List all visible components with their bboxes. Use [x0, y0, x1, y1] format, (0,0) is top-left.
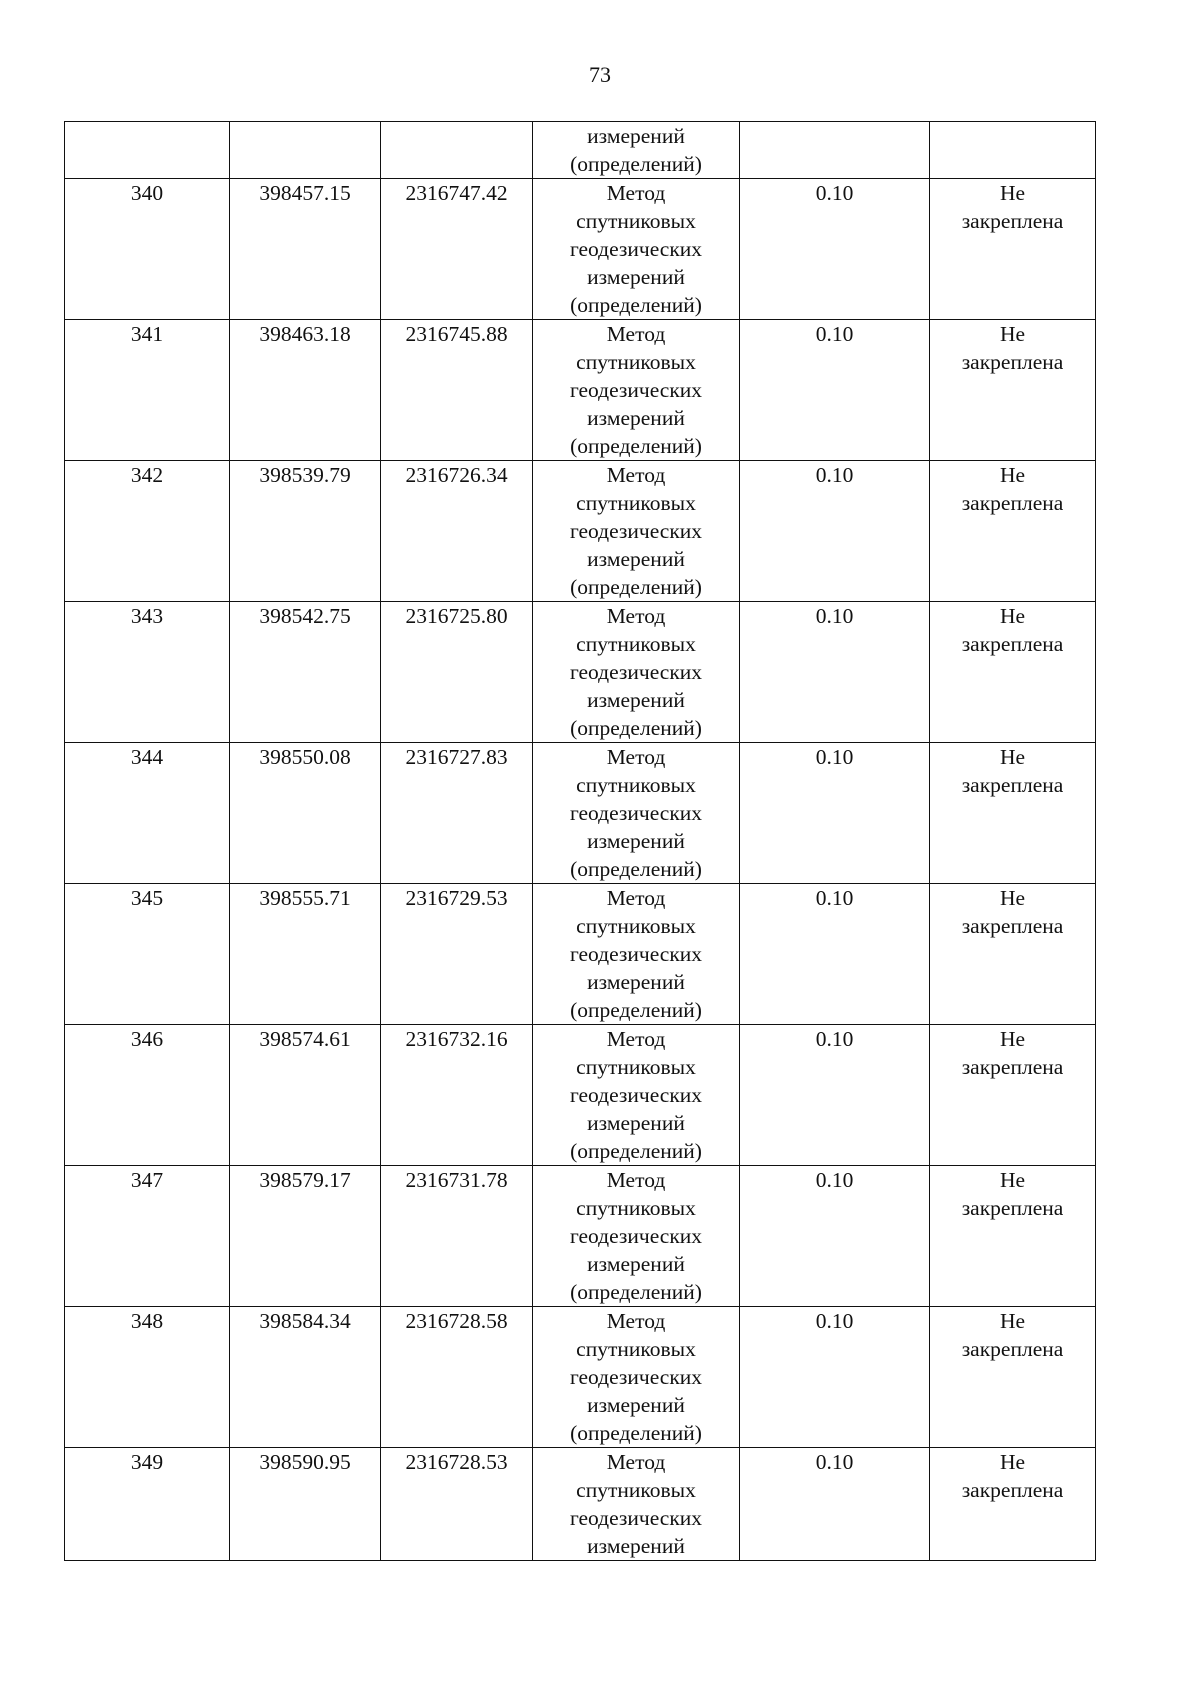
status-line: Не — [999, 322, 1026, 346]
status-line: Не — [999, 604, 1026, 628]
table-row — [65, 884, 1096, 1025]
table-row — [65, 320, 1096, 461]
status-line: Не — [999, 745, 1026, 769]
table-row — [65, 1166, 1096, 1307]
status-line: закреплена — [961, 1478, 1064, 1502]
cell-point: 341 — [65, 320, 230, 461]
cell-y: 2316726.34 — [381, 461, 533, 602]
cell-method — [533, 122, 740, 179]
method-line: спутниковых — [576, 632, 696, 656]
cell-accuracy: 0.10 — [740, 1025, 930, 1166]
cell-method — [533, 602, 740, 743]
method-line: Метод — [606, 322, 666, 346]
method-line: спутниковых — [576, 1478, 696, 1502]
cell-y: 2316725.80 — [381, 602, 533, 743]
cell-status — [930, 1025, 1096, 1166]
method-line: (определений) — [570, 857, 702, 881]
method-line: (определений) — [570, 1139, 702, 1163]
method-line: Метод — [606, 604, 666, 628]
method-line: измерений — [587, 406, 685, 430]
method-line: (определений) — [570, 434, 702, 458]
method-line: геодезических — [569, 801, 703, 825]
status-line: Не — [999, 463, 1026, 487]
cell-point — [65, 122, 230, 179]
method-line: (определений) — [570, 293, 702, 317]
status-line: Не — [999, 181, 1026, 205]
method-line: спутниковых — [576, 491, 696, 515]
cell-y — [381, 122, 533, 179]
cell-accuracy: 0.10 — [740, 1166, 930, 1307]
cell-x: 398542.75 — [230, 602, 381, 743]
method-line: (определений) — [570, 1421, 702, 1445]
continuation-row — [65, 122, 1096, 179]
method-line: (определений) — [570, 716, 702, 740]
method-line: Метод — [606, 181, 666, 205]
method-line: спутниковых — [576, 1337, 696, 1361]
cell-status — [930, 461, 1096, 602]
cell-x: 398539.79 — [230, 461, 381, 602]
cell-method — [533, 884, 740, 1025]
method-line: измерений — [587, 829, 685, 853]
cell-point: 346 — [65, 1025, 230, 1166]
method-line: спутниковых — [576, 914, 696, 938]
method-line: измерений — [587, 1393, 685, 1417]
table-row — [65, 461, 1096, 602]
method-line: Метод — [606, 1450, 666, 1474]
cell-status — [930, 743, 1096, 884]
method-line: измерений — [587, 1534, 685, 1558]
cell-status — [930, 884, 1096, 1025]
method-line: геодезических — [569, 1083, 703, 1107]
cell-method — [533, 1448, 740, 1561]
cell-x: 398579.17 — [230, 1166, 381, 1307]
cell-point: 343 — [65, 602, 230, 743]
method-line: Метод — [606, 745, 666, 769]
method-line: геодезических — [569, 1365, 703, 1389]
cell-y: 2316728.58 — [381, 1307, 533, 1448]
cell-x — [230, 122, 381, 179]
method-line: спутниковых — [576, 773, 696, 797]
status-line: закреплена — [961, 914, 1064, 938]
cell-y: 2316728.53 — [381, 1448, 533, 1561]
cell-status — [930, 1307, 1096, 1448]
method-line: геодезических — [569, 519, 703, 543]
cell-method — [533, 461, 740, 602]
method-line: Метод — [606, 886, 666, 910]
method-line: (определений) — [570, 1280, 702, 1304]
method-line: спутниковых — [576, 350, 696, 374]
method-line: геодезических — [569, 942, 703, 966]
cell-method — [533, 1166, 740, 1307]
cell-method — [533, 1025, 740, 1166]
method-line: спутниковых — [576, 209, 696, 233]
cell-method — [533, 1307, 740, 1448]
method-line: (определений) — [570, 152, 702, 176]
status-line: Не — [999, 1309, 1026, 1333]
method-line: Метод — [606, 1168, 666, 1192]
method-line: измерений — [587, 265, 685, 289]
method-line: Метод — [606, 1027, 666, 1051]
method-line: измерений — [587, 688, 685, 712]
cell-accuracy: 0.10 — [740, 320, 930, 461]
table-row — [65, 179, 1096, 320]
cell-point: 342 — [65, 461, 230, 602]
cell-x: 398555.71 — [230, 884, 381, 1025]
table-row — [65, 1307, 1096, 1448]
cell-point: 347 — [65, 1166, 230, 1307]
table-row — [65, 602, 1096, 743]
status-line: закреплена — [961, 632, 1064, 656]
cell-x: 398463.18 — [230, 320, 381, 461]
cell-point: 344 — [65, 743, 230, 884]
cell-y: 2316747.42 — [381, 179, 533, 320]
method-line: измерений — [587, 970, 685, 994]
cell-y: 2316745.88 — [381, 320, 533, 461]
cell-point: 348 — [65, 1307, 230, 1448]
method-line: измерений — [587, 124, 685, 148]
cell-point: 345 — [65, 884, 230, 1025]
cell-x: 398550.08 — [230, 743, 381, 884]
status-line: Не — [999, 1168, 1026, 1192]
method-line: (определений) — [570, 998, 702, 1022]
cell-accuracy: 0.10 — [740, 1307, 930, 1448]
cell-status — [930, 179, 1096, 320]
table-row — [65, 743, 1096, 884]
method-line: геодезических — [569, 660, 703, 684]
method-line: измерений — [587, 1111, 685, 1135]
cell-status — [930, 1448, 1096, 1561]
cell-status — [930, 1166, 1096, 1307]
cell-method — [533, 179, 740, 320]
method-line: измерений — [587, 547, 685, 571]
table-row — [65, 1448, 1096, 1561]
method-line: Метод — [606, 1309, 666, 1333]
status-line: закреплена — [961, 350, 1064, 374]
status-line: Не — [999, 1450, 1026, 1474]
cell-accuracy: 0.10 — [740, 1448, 930, 1561]
cell-method — [533, 743, 740, 884]
cell-y: 2316731.78 — [381, 1166, 533, 1307]
status-line: закреплена — [961, 1055, 1064, 1079]
status-line: Не — [999, 1027, 1026, 1051]
cell-status — [930, 122, 1096, 179]
cell-x: 398457.15 — [230, 179, 381, 320]
method-line: (определений) — [570, 575, 702, 599]
cell-x: 398584.34 — [230, 1307, 381, 1448]
cell-accuracy: 0.10 — [740, 884, 930, 1025]
method-line: спутниковых — [576, 1055, 696, 1079]
cell-accuracy: 0.10 — [740, 461, 930, 602]
cell-accuracy: 0.10 — [740, 602, 930, 743]
status-line: закреплена — [961, 1196, 1064, 1220]
cell-accuracy: 0.10 — [740, 743, 930, 884]
cell-status — [930, 320, 1096, 461]
cell-accuracy — [740, 122, 930, 179]
cell-y: 2316727.83 — [381, 743, 533, 884]
status-line: закреплена — [961, 1337, 1064, 1361]
status-line: Не — [999, 886, 1026, 910]
page-number: 73 — [589, 62, 611, 87]
cell-method — [533, 320, 740, 461]
cell-x: 398574.61 — [230, 1025, 381, 1166]
method-line: геодезических — [569, 1506, 703, 1530]
table-row — [65, 1025, 1096, 1166]
status-line: закреплена — [961, 209, 1064, 233]
cell-accuracy: 0.10 — [740, 179, 930, 320]
status-line: закреплена — [961, 773, 1064, 797]
method-line: Метод — [606, 463, 666, 487]
status-line: закреплена — [961, 491, 1064, 515]
cell-y: 2316729.53 — [381, 884, 533, 1025]
cell-point: 340 — [65, 179, 230, 320]
coordinates-table — [64, 121, 1096, 1561]
method-line: геодезических — [569, 378, 703, 402]
cell-y: 2316732.16 — [381, 1025, 533, 1166]
method-line: геодезических — [569, 1224, 703, 1248]
method-line: геодезических — [569, 237, 703, 261]
method-line: спутниковых — [576, 1196, 696, 1220]
cell-status — [930, 602, 1096, 743]
method-line: измерений — [587, 1252, 685, 1276]
table-body — [65, 122, 1096, 1561]
cell-x: 398590.95 — [230, 1448, 381, 1561]
cell-point: 349 — [65, 1448, 230, 1561]
